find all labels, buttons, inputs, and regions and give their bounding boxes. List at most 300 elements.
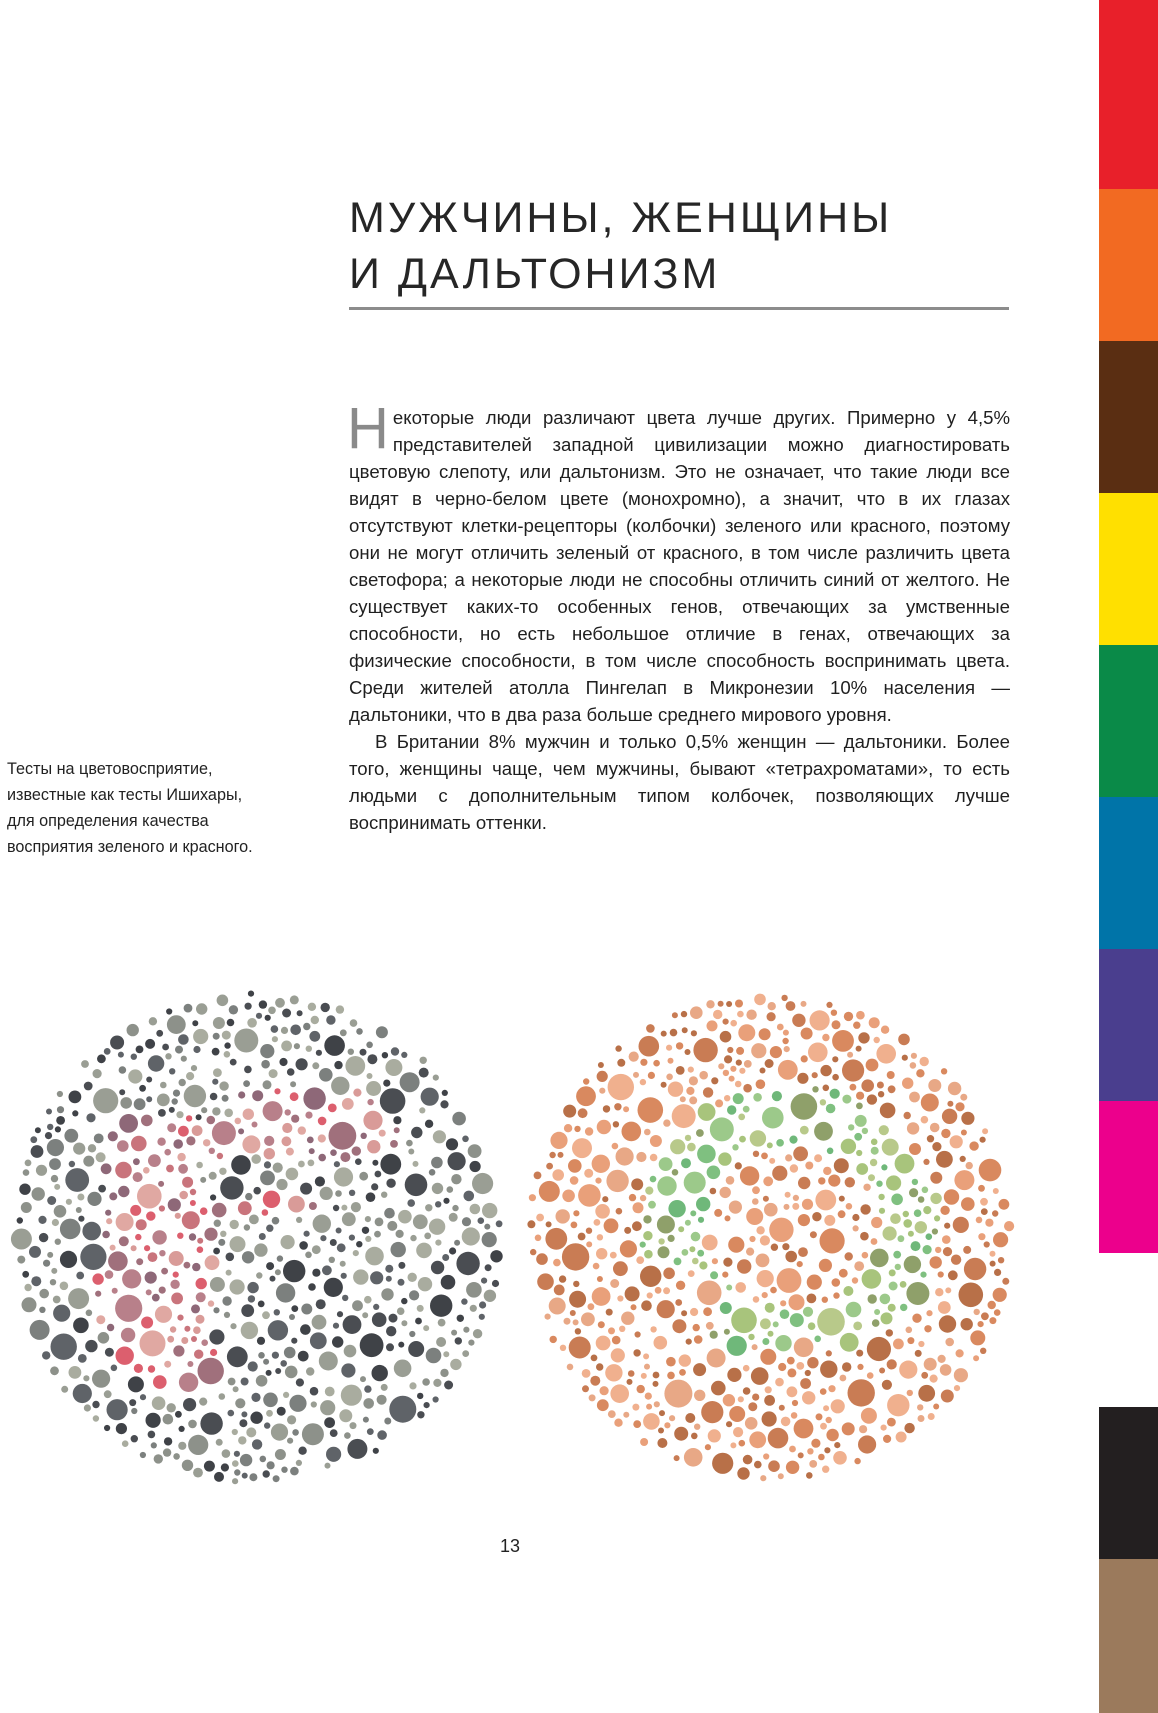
plate-dot — [762, 1411, 777, 1426]
plate-dot — [950, 1135, 963, 1148]
plate-dot — [930, 1375, 938, 1383]
plate-dot — [834, 1158, 849, 1173]
plate-dot — [262, 1311, 270, 1319]
plate-dot — [982, 1128, 988, 1134]
plate-dot — [881, 1312, 893, 1324]
plate-dot — [353, 1250, 359, 1256]
plate-dot — [682, 1249, 689, 1256]
plate-dot — [534, 1172, 542, 1180]
plate-dot — [572, 1138, 592, 1158]
caption-line-3: для определения качества — [7, 812, 209, 830]
plate-dot — [698, 1103, 716, 1121]
plate-dot — [298, 1161, 305, 1168]
plate-dot — [80, 1244, 106, 1270]
plate-dot — [241, 1304, 254, 1317]
plate-dot — [638, 1097, 664, 1123]
plate-dot — [232, 1429, 238, 1435]
plate-dot — [853, 1022, 860, 1029]
plate-dot — [666, 1357, 676, 1367]
plate-dot — [784, 1204, 790, 1210]
plate-dot — [277, 1255, 283, 1261]
plate-dot — [155, 1306, 172, 1323]
plate-dot — [490, 1250, 502, 1262]
plate-dot — [539, 1181, 560, 1202]
plate-dot — [81, 1060, 89, 1068]
plate-dot — [355, 1158, 362, 1165]
plate-dot — [51, 1175, 58, 1182]
plate-dot — [462, 1136, 469, 1143]
plate-dot — [658, 1238, 664, 1244]
plate-dot — [928, 1079, 941, 1092]
plate-dot — [681, 1310, 687, 1316]
plate-dot — [915, 1221, 927, 1233]
plate-dot — [782, 1038, 788, 1044]
plate-dot — [310, 1332, 327, 1349]
plate-dot — [653, 1381, 659, 1387]
plate-dot — [751, 1043, 766, 1058]
plate-dot — [773, 1321, 779, 1327]
plate-dot — [921, 1372, 928, 1379]
plate-dot — [167, 1123, 176, 1132]
plate-dot — [315, 1176, 325, 1186]
plate-dot — [688, 1067, 694, 1073]
plate-dot — [787, 1357, 795, 1365]
plate-dot — [923, 1159, 929, 1165]
plate-dot — [591, 1355, 598, 1362]
plate-dot — [312, 1062, 319, 1069]
plate-dot — [303, 1023, 310, 1030]
plate-dot — [820, 1388, 827, 1395]
plate-dot — [291, 1305, 298, 1312]
plate-dot — [375, 1218, 384, 1227]
plate-dot — [398, 1279, 405, 1286]
plate-dot — [737, 1467, 749, 1479]
plate-dot — [380, 1088, 406, 1114]
plate-dot — [981, 1312, 989, 1320]
plate-dot — [129, 1399, 136, 1406]
plate-dot — [379, 1130, 386, 1137]
plate-dot — [752, 1344, 758, 1350]
plate-dot — [238, 1091, 245, 1098]
plate-dot — [189, 1233, 196, 1240]
plate-dot — [386, 1179, 395, 1188]
plate-dot — [269, 1069, 278, 1078]
plate-dot — [330, 1239, 337, 1246]
plate-dot — [31, 1276, 41, 1286]
plate-dot — [981, 1208, 988, 1215]
plate-dot — [106, 1218, 112, 1224]
plate-dot — [909, 1188, 918, 1197]
plate-dot — [712, 1258, 718, 1264]
plate-dot — [68, 1288, 89, 1309]
plate-dot — [883, 1435, 891, 1443]
plate-dot — [826, 1417, 832, 1423]
plate-dot — [715, 1099, 723, 1107]
plate-dot — [93, 1088, 118, 1113]
plate-dot — [57, 1106, 64, 1113]
plate-dot — [850, 1084, 857, 1091]
page-number: 13 — [499, 1536, 521, 1556]
plate-dot — [800, 1126, 809, 1135]
plate-dot — [360, 1376, 366, 1382]
plate-dot — [104, 1425, 110, 1431]
plate-dot — [845, 1252, 853, 1260]
plate-dot — [39, 1289, 49, 1299]
plate-dot — [274, 1309, 280, 1315]
plate-dot — [308, 1160, 315, 1167]
plate-dot — [329, 1122, 357, 1150]
plate-dot — [116, 1423, 127, 1434]
plate-dot — [258, 1352, 265, 1359]
plate-dot — [148, 1055, 164, 1071]
plate-dot — [340, 1029, 347, 1036]
plate-dot — [233, 1386, 239, 1392]
plate-dot — [64, 1129, 78, 1143]
plate-dot — [726, 1421, 732, 1427]
plate-dot — [902, 1055, 908, 1061]
plate-dot — [329, 1257, 335, 1263]
plate-dot — [342, 1295, 348, 1301]
plate-dot — [932, 1142, 941, 1151]
plate-dot — [281, 1041, 292, 1052]
plate-dot — [163, 1448, 171, 1456]
plate-dot — [679, 1369, 686, 1376]
plate-dot — [832, 1278, 841, 1287]
plate-dot — [979, 1159, 1002, 1182]
plate-dot — [674, 1427, 688, 1441]
plate-dot — [131, 1136, 147, 1152]
plate-dot — [372, 1312, 387, 1327]
plate-dot — [213, 1248, 220, 1255]
plate-dot — [226, 1253, 235, 1262]
plate-dot — [192, 1263, 200, 1271]
plate-dot — [122, 1440, 129, 1447]
plate-dot — [336, 1005, 344, 1013]
plate-dot — [252, 1090, 263, 1101]
plate-dot — [754, 994, 766, 1006]
plate-dot — [148, 1365, 155, 1372]
plate-dot — [396, 1230, 404, 1238]
plate-dot — [814, 1154, 822, 1162]
plate-dot — [212, 1107, 220, 1115]
plate-dot — [93, 1415, 99, 1421]
plate-dot — [768, 1460, 780, 1472]
plate-dot — [420, 1057, 427, 1064]
plate-dot — [145, 1039, 155, 1049]
plate-dot — [331, 1077, 349, 1095]
plate-dot — [918, 1415, 925, 1422]
plate-dot — [737, 1259, 751, 1273]
plate-dot — [196, 1292, 206, 1302]
plate-dot — [743, 1106, 750, 1113]
plate-dot — [365, 1216, 371, 1222]
plate-dot — [689, 1096, 697, 1104]
plate-dot — [930, 1123, 940, 1133]
plate-dot — [562, 1190, 575, 1203]
plate-dot — [693, 1038, 717, 1062]
plate-dot — [210, 1277, 225, 1292]
plate-dot — [280, 1360, 287, 1367]
plate-dot — [55, 1239, 61, 1245]
plate-dot — [663, 1287, 670, 1294]
plate-dot — [330, 1149, 337, 1156]
plate-dot — [200, 1412, 222, 1434]
plate-dot — [733, 1427, 743, 1437]
plate-dot — [938, 1301, 951, 1314]
plate-dot — [688, 1270, 695, 1277]
plate-dot — [227, 1346, 248, 1367]
plate-dot — [954, 1385, 960, 1391]
plate-dot — [423, 1325, 429, 1331]
plate-dot — [848, 1379, 875, 1406]
plate-dot — [219, 1168, 226, 1175]
plate-dot — [560, 1345, 566, 1351]
plate-dot — [158, 1109, 166, 1117]
plate-dot — [889, 1282, 898, 1291]
plate-dot — [364, 1296, 372, 1304]
plate-dot — [131, 1054, 137, 1060]
plate-dot — [146, 1289, 152, 1295]
plate-dot — [457, 1315, 464, 1322]
plate-dot — [798, 1177, 810, 1189]
plate-dot — [272, 1352, 279, 1359]
plate-dot — [807, 1448, 813, 1454]
plate-dot — [232, 1478, 238, 1484]
plate-dot — [746, 1248, 754, 1256]
plate-dot — [613, 1261, 628, 1276]
plate-dot — [191, 1065, 197, 1071]
plate-dot — [827, 1148, 834, 1155]
plate-dot — [151, 1442, 157, 1448]
plate-dot — [140, 1330, 166, 1356]
plate-dot — [470, 1161, 481, 1172]
plate-dot — [178, 1034, 189, 1045]
plate-dot — [417, 1305, 424, 1312]
plate-dot — [82, 1222, 101, 1241]
plate-dot — [256, 1375, 268, 1387]
plate-dot — [898, 1235, 905, 1242]
plate-dot — [362, 1227, 369, 1234]
plate-dot — [182, 1460, 193, 1471]
plate-dot — [643, 1231, 652, 1240]
plate-dot — [854, 1458, 860, 1464]
plate-dot — [264, 1136, 274, 1146]
plate-dot — [272, 1036, 278, 1042]
plate-dot — [386, 1343, 394, 1351]
plate-dot — [880, 1103, 896, 1119]
plate-dot — [685, 1220, 691, 1226]
plate-dot — [676, 1042, 683, 1049]
plate-dot — [272, 1217, 280, 1225]
plate-dot — [916, 1069, 924, 1077]
plate-dot — [690, 1308, 698, 1316]
plate-dot — [222, 1095, 229, 1102]
plate-dot — [911, 1053, 917, 1059]
plate-dot — [585, 1127, 593, 1135]
plate-dot — [228, 1410, 235, 1417]
plate-dot — [765, 1303, 775, 1313]
plate-dot — [712, 1453, 733, 1474]
plate-dot — [188, 1435, 208, 1455]
plate-dot — [798, 1214, 810, 1226]
plate-dot — [794, 1338, 814, 1358]
plate-dot — [811, 1439, 820, 1448]
plate-dot — [374, 1231, 381, 1238]
plate-dot — [912, 1314, 921, 1323]
color-bar-segment — [1099, 341, 1158, 493]
plate-dot — [309, 1031, 320, 1042]
plate-dot — [726, 1001, 732, 1007]
plate-dot — [290, 1092, 299, 1101]
plate-dot — [863, 1184, 870, 1191]
plate-dot — [224, 1109, 233, 1118]
plate-dot — [861, 1408, 877, 1424]
plate-dot — [663, 1119, 670, 1126]
title-underline — [349, 307, 1009, 310]
plate-dot — [285, 1109, 291, 1115]
plate-dot — [234, 1029, 258, 1053]
plate-dot — [251, 1393, 260, 1402]
plate-dot — [199, 1398, 207, 1406]
plate-dot — [570, 1176, 579, 1185]
plate-dot — [342, 1212, 356, 1226]
plate-dot — [646, 1024, 655, 1033]
plate-dot — [254, 1243, 267, 1256]
plate-dot — [47, 1124, 53, 1130]
plate-dot — [275, 1449, 286, 1460]
plate-dot — [413, 1161, 419, 1167]
plate-dot — [640, 1438, 648, 1446]
plate-dot — [252, 1122, 258, 1128]
plate-dot — [312, 1269, 320, 1277]
plate-dot — [165, 1053, 171, 1059]
plate-dot — [563, 1105, 576, 1118]
plate-dot — [668, 1058, 674, 1064]
plate-dot — [290, 1467, 299, 1476]
plate-dot — [710, 1188, 717, 1195]
plate-dot — [694, 1390, 705, 1401]
plate-dot — [781, 1417, 791, 1427]
plate-dot — [87, 1192, 101, 1206]
plate-dot — [801, 1028, 813, 1040]
plate-dot — [663, 1268, 675, 1280]
plate-dot — [793, 1146, 808, 1161]
plate-dot — [492, 1280, 499, 1287]
plate-dot — [694, 1424, 700, 1430]
plate-dot — [65, 1168, 89, 1192]
plate-dot — [696, 1197, 710, 1211]
plate-dot — [201, 1339, 208, 1346]
plate-dot — [980, 1137, 986, 1143]
plate-dot — [639, 1036, 660, 1057]
plate-dot — [640, 1059, 647, 1066]
plate-dot — [989, 1317, 996, 1324]
plate-dot — [816, 1413, 823, 1420]
plate-dot — [820, 1361, 837, 1378]
plate-dot — [785, 1251, 797, 1263]
plate-dot — [659, 1157, 673, 1171]
plate-dot — [633, 1072, 639, 1078]
plate-dot — [963, 1246, 971, 1254]
plate-dot — [266, 1410, 273, 1417]
plate-dot — [282, 1123, 292, 1133]
plate-dot — [248, 991, 254, 997]
plate-dot — [822, 1466, 829, 1473]
plate-dot — [193, 1326, 201, 1334]
plate-dot — [133, 1172, 143, 1182]
plate-dot — [936, 1151, 953, 1168]
plate-dot — [241, 1411, 247, 1417]
plate-dot — [425, 1204, 432, 1211]
plate-dot — [762, 1107, 784, 1129]
plate-dot — [690, 1210, 696, 1216]
plate-dot — [431, 1157, 443, 1169]
plate-dot — [159, 1250, 165, 1256]
plate-dot — [207, 1116, 216, 1125]
plate-dot — [600, 1386, 609, 1395]
plate-dot — [184, 1085, 206, 1107]
plate-dot — [610, 1279, 619, 1288]
plate-dot — [440, 1369, 448, 1377]
plate-dot — [790, 1313, 804, 1327]
plate-dot — [53, 1296, 61, 1304]
plate-dot — [584, 1169, 593, 1178]
plate-dot — [119, 1089, 125, 1095]
plate-dot — [653, 1060, 660, 1067]
plate-dot — [341, 1273, 347, 1279]
plate-dot — [619, 1326, 625, 1332]
plate-dot — [306, 1046, 312, 1052]
plate-dot — [296, 1378, 304, 1386]
plate-dot — [415, 1318, 422, 1325]
plate-dot — [727, 1105, 736, 1114]
plate-dot — [883, 1226, 897, 1240]
plate-dot — [974, 1309, 980, 1315]
plate-dot — [593, 1263, 600, 1270]
plate-dot — [287, 1415, 296, 1424]
plate-dot — [294, 1043, 300, 1049]
plate-dot — [108, 1251, 128, 1271]
plate-dot — [786, 1461, 799, 1474]
plate-dot — [812, 1072, 818, 1078]
plate-dot — [586, 1228, 592, 1234]
plate-dot — [802, 1199, 813, 1210]
plate-dot — [650, 1154, 658, 1162]
plate-dot — [948, 1082, 961, 1095]
plate-dot — [961, 1130, 967, 1136]
plate-dot — [824, 1447, 830, 1453]
plate-dot — [408, 1341, 424, 1357]
plate-dot — [435, 1201, 441, 1207]
plate-dot — [847, 1052, 853, 1058]
plate-dot — [251, 1154, 261, 1164]
plate-dot — [198, 1358, 224, 1384]
plate-dot — [110, 1245, 116, 1251]
plate-dot — [235, 1398, 245, 1408]
plate-dot — [930, 1172, 942, 1184]
plate-dot — [433, 1075, 439, 1081]
plate-dot — [19, 1184, 30, 1195]
plate-dot — [262, 1209, 269, 1216]
plate-dot — [596, 1248, 607, 1259]
plate-dot — [383, 1080, 390, 1087]
plate-dot — [882, 1139, 899, 1156]
plate-dot — [833, 1451, 847, 1465]
plate-dot — [904, 1256, 921, 1273]
plate-dot — [175, 1411, 182, 1418]
plate-dot — [854, 1133, 862, 1141]
plate-dot — [668, 1200, 685, 1217]
